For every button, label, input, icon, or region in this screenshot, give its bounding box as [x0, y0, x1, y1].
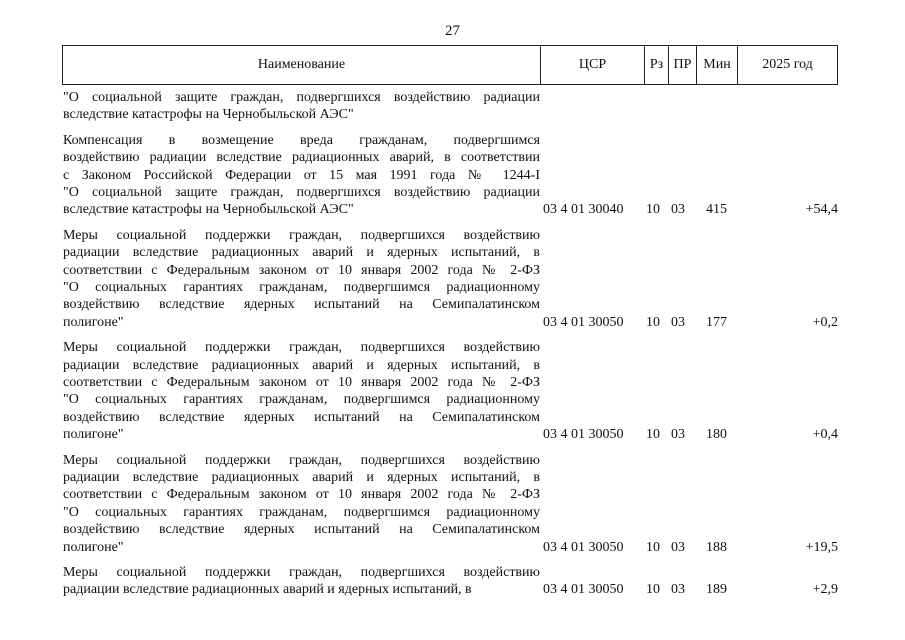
- row-csr: 03 4 01 30050: [543, 582, 624, 598]
- row-rz: 10: [646, 427, 660, 443]
- row-name-line: соответствии с Федеральным законом от 10 января 2002 года № 2-ФЗ: [63, 375, 540, 390]
- row-min: 177: [706, 314, 727, 330]
- row-csr: 03 4 01 30050: [543, 314, 624, 330]
- row-name: [63, 564, 540, 599]
- row-name-line: "О социальных гарантиях гражданам, подвергшимся радиационному: [63, 504, 540, 520]
- row-rz: 10: [646, 202, 660, 218]
- row-name: [63, 452, 540, 556]
- row-name-line: радиации вследствие радиационных аварий и ядерных испытаний, в: [63, 470, 540, 485]
- row-value: +19,5: [805, 539, 838, 555]
- row-pr: 03: [671, 202, 685, 218]
- row-name-line: "О социальной защите граждан, подвергшихся воздействию радиации: [63, 185, 540, 201]
- row-pr: 03: [671, 314, 685, 330]
- table-row: [0, 89, 905, 124]
- row-name-line: воздействию вследствие ядерных испытаний на Семипалатинском: [63, 297, 540, 313]
- row-name-line: соответствии с Федеральным законом от 10 января 2002 года № 2-ФЗ: [63, 487, 540, 503]
- header-pr: ПР: [668, 46, 696, 84]
- row-rz: 10: [646, 582, 660, 598]
- row-name-line: вследствие катастрофы на Чернобыльской АЭС": [63, 107, 354, 123]
- row-pr: 03: [671, 539, 685, 555]
- row-name: [63, 339, 540, 443]
- row-name-line: радиации вследствие радиационных аварий и ядерных испытаний, в: [63, 245, 540, 261]
- row-name-line: Меры социальной поддержки граждан, подвергшихся воздействию: [63, 565, 540, 580]
- row-name-line: радиации вследствие радиационных аварий и ядерных испытаний, в: [63, 357, 540, 373]
- table-header: [62, 45, 838, 85]
- page-number: 27: [445, 23, 460, 39]
- row-name-line: Меры социальной поддержки граждан, подвергшихся воздействию: [63, 227, 540, 243]
- header-csr: ЦСР: [540, 46, 644, 84]
- row-name: [63, 132, 540, 219]
- row-min: 189: [706, 582, 727, 598]
- row-name: [63, 89, 540, 124]
- row-min: 180: [706, 427, 727, 443]
- table-row: [0, 339, 905, 443]
- row-name-line: Меры социальной поддержки граждан, подвергшихся воздействию: [63, 340, 540, 356]
- row-name-line: "О социальных гарантиях гражданам, подвергшимся радиационному: [63, 280, 540, 296]
- row-name-line: воздействию вследствие ядерных испытаний на Семипалатинском: [63, 409, 540, 425]
- table-row: [0, 564, 905, 599]
- row-name-line: "О социальной защите граждан, подвергшихся воздействию радиации: [63, 90, 540, 105]
- row-min: 415: [706, 202, 727, 218]
- row-name-line: полигоне": [63, 427, 124, 443]
- row-min: 188: [706, 539, 727, 555]
- row-name: [63, 227, 540, 331]
- header-rz: Рз: [644, 46, 668, 84]
- row-pr: 03: [671, 427, 685, 443]
- table-row: [0, 132, 905, 219]
- row-name-line: Меры социальной поддержки граждан, подвергшихся воздействию: [63, 452, 540, 468]
- row-name-line: воздействию радиации вследствие радиационных аварий, в соответствии: [63, 150, 540, 166]
- header-min: Мин: [696, 46, 737, 84]
- row-name-line: полигоне": [63, 539, 124, 555]
- header-year: 2025 год: [737, 46, 837, 84]
- header-name: Наименование: [257, 57, 346, 72]
- row-name-line: полигоне": [63, 314, 124, 330]
- row-name-line: "О социальных гарантиях гражданам, подвергшимся радиационному: [63, 392, 540, 408]
- row-csr: 03 4 01 30040: [543, 202, 624, 218]
- row-csr: 03 4 01 30050: [543, 427, 624, 443]
- row-csr: 03 4 01 30050: [543, 539, 624, 555]
- table-row: [0, 452, 905, 556]
- table-row: [0, 227, 905, 331]
- row-pr: 03: [671, 582, 685, 598]
- row-value: +0,2: [812, 314, 838, 330]
- row-rz: 10: [646, 314, 660, 330]
- row-name-line: Компенсация в возмещение вреда гражданам, подвергшимся: [63, 132, 540, 148]
- row-value: +54,4: [805, 202, 838, 218]
- row-rz: 10: [646, 539, 660, 555]
- row-name-line: радиации вследствие радиационных аварий и ядерных испытаний, в: [63, 582, 472, 598]
- row-name-line: воздействию вследствие ядерных испытаний на Семипалатинском: [63, 522, 540, 538]
- row-name-line: соответствии с Федеральным законом от 10 января 2002 года № 2-ФЗ: [63, 262, 540, 278]
- row-value: +0,4: [812, 427, 838, 443]
- row-value: +2,9: [812, 582, 838, 598]
- row-name-line: с Законом Российской Федерации от 15 мая 1991 года № 1244-I: [63, 167, 540, 183]
- row-name-line: вследствие катастрофы на Чернобыльской АЭС": [63, 202, 354, 218]
